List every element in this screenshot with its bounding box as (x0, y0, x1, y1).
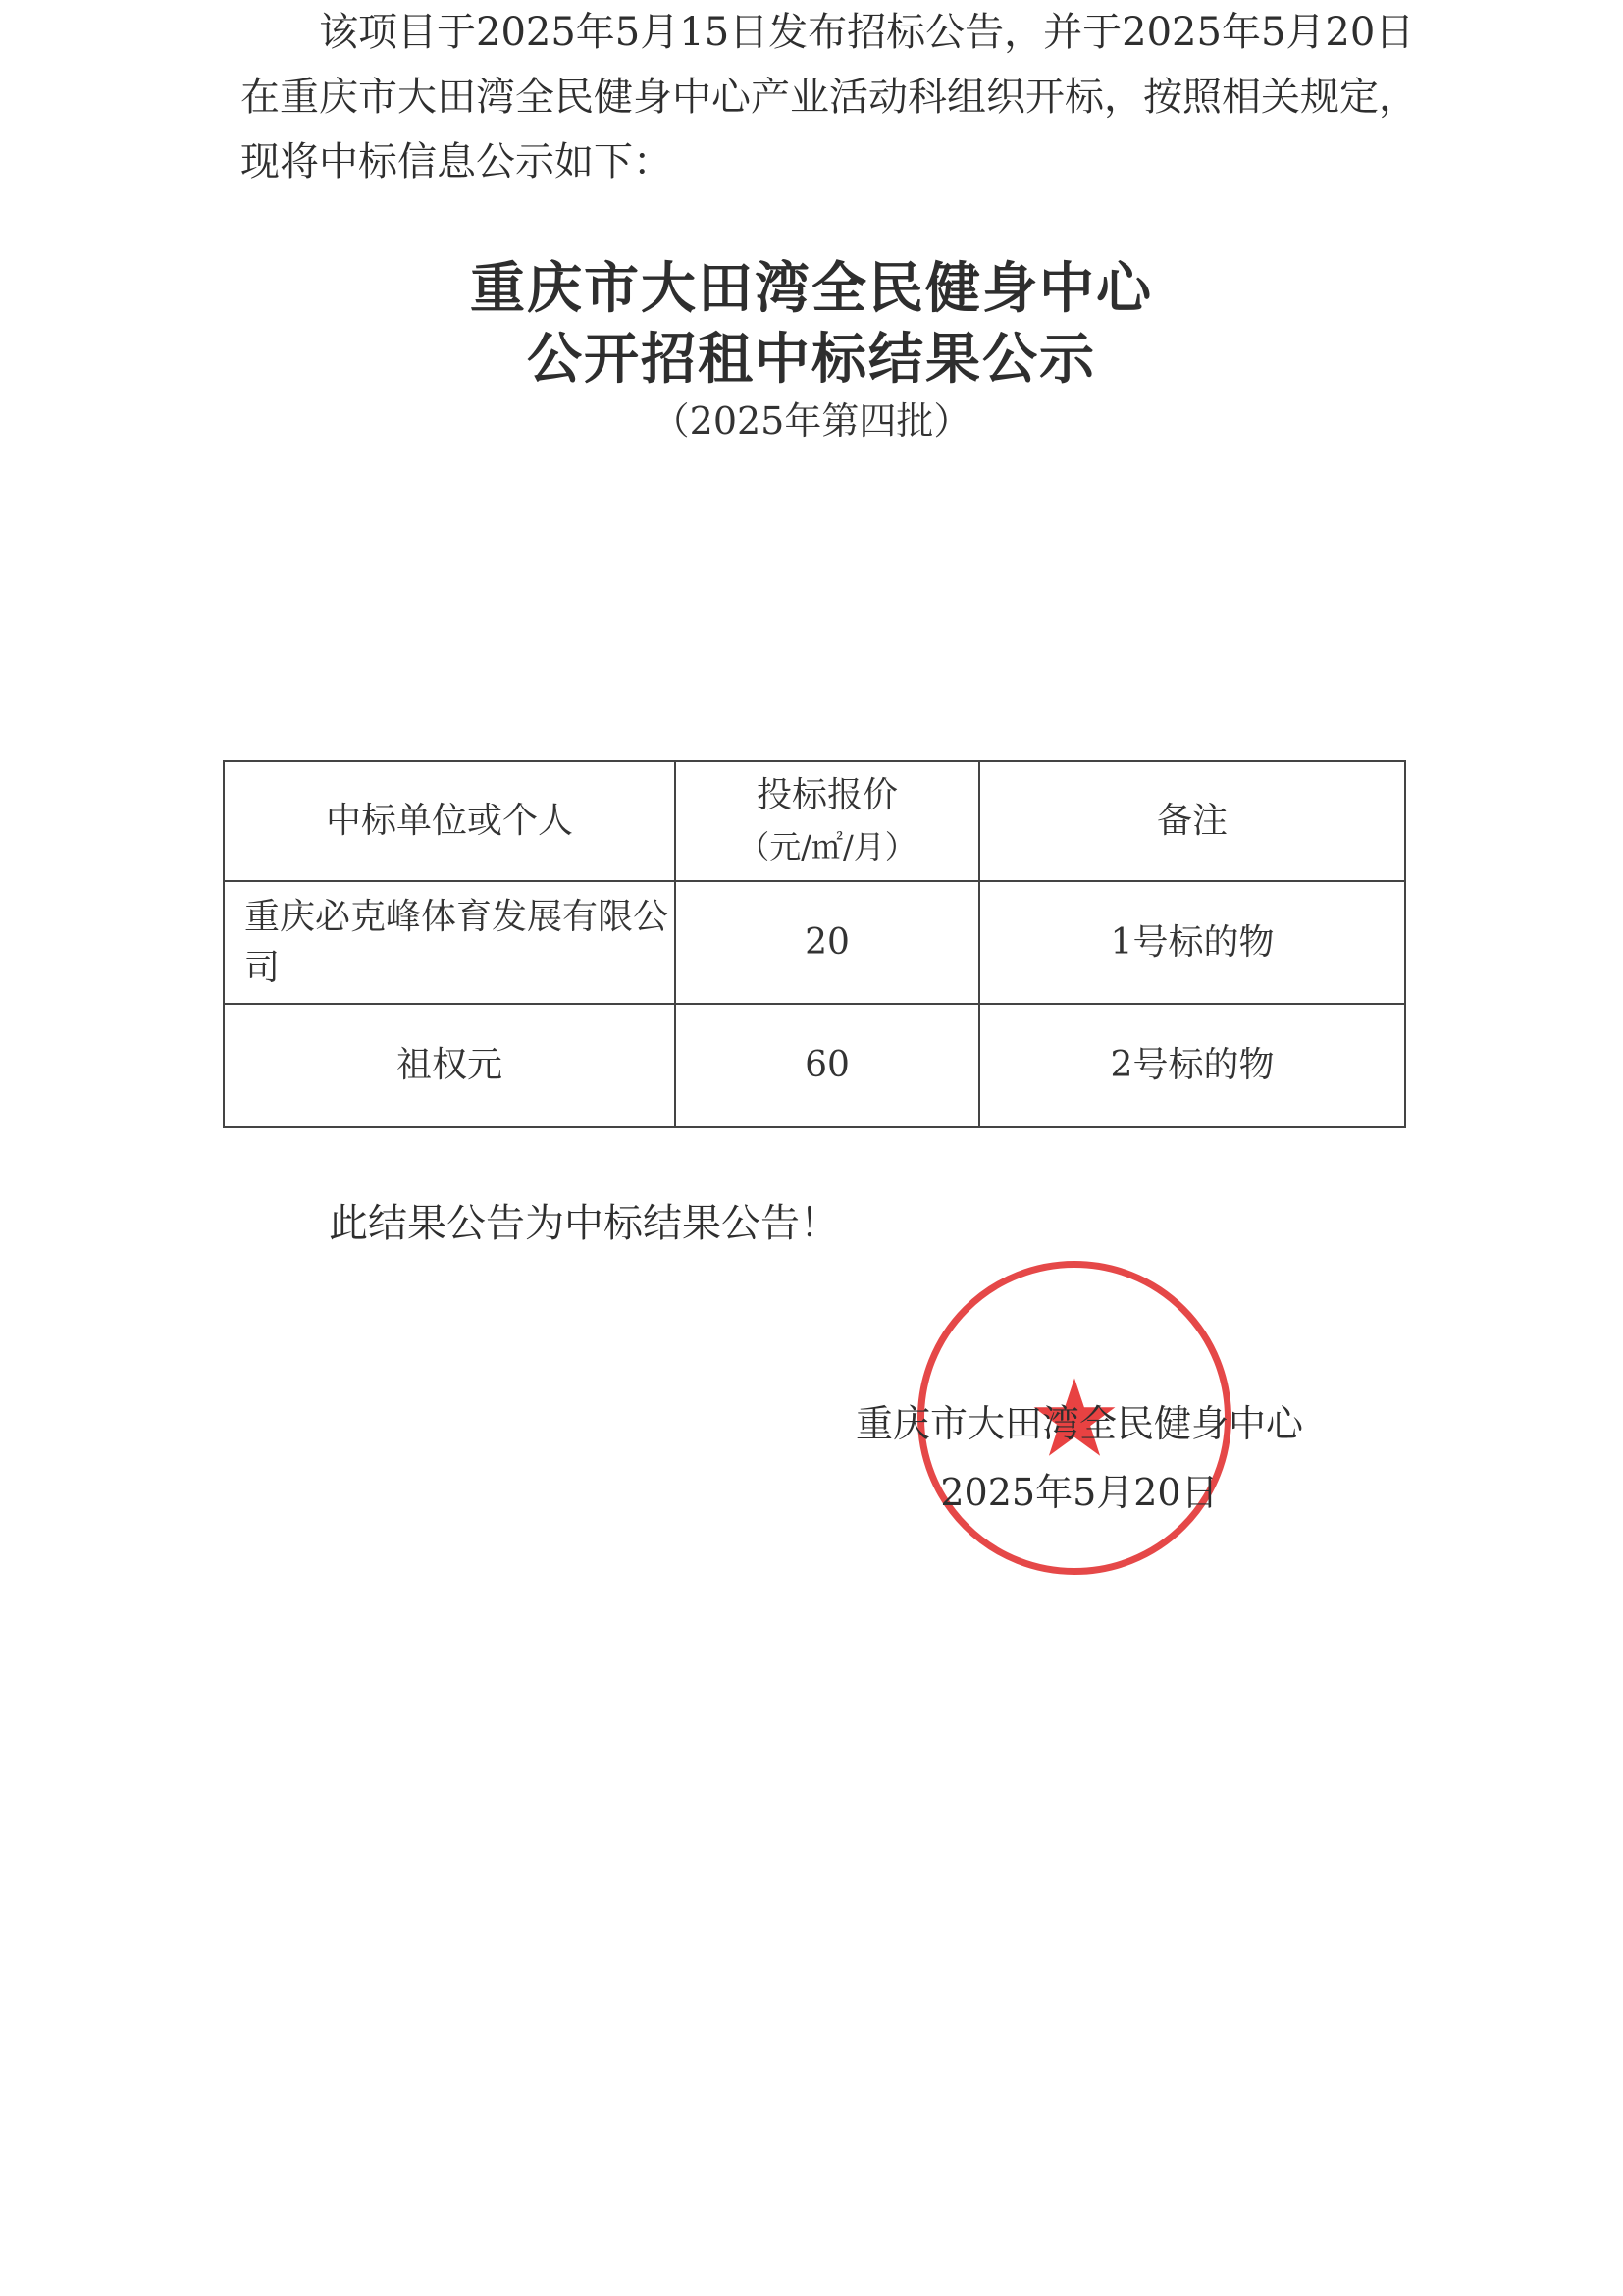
closing-statement: 此结果公告为中标结果公告！ (329, 1201, 839, 1246)
signature-date: 2025年5月20日 (940, 1471, 1219, 1514)
cell-price: 60 (675, 1004, 979, 1127)
table-row (224, 881, 1405, 1004)
cell-price: 20 (675, 881, 979, 1004)
intro-paragraph: 该项目于2025年5月15日发布招标公告，并于2025年5月20日在重庆市大田湾全民健身中心产业活动科组织开标，按照相关规定，现将中标信息公示如下： (240, 10, 1418, 184)
header-price: 投标报价 （元/㎡/月） (675, 761, 979, 881)
header-winner: 中标单位或个人 (224, 761, 675, 881)
price-unit: （元/㎡/月） (738, 828, 916, 865)
title-line-1: 重庆市大田湾全民健身中心 (470, 256, 1153, 321)
results-table (223, 760, 1406, 1128)
signature-organization: 重庆市大田湾全民健身中心 (855, 1402, 1303, 1445)
cell-note: 1号标的物 (979, 881, 1405, 1004)
cell-winner: 祖权元 (224, 1004, 675, 1127)
title-line-2: 公开招租中标结果公示 (527, 327, 1096, 391)
cell-note: 2号标的物 (979, 1004, 1405, 1127)
table-row (224, 1004, 1405, 1127)
subtitle-batch: （2025年第四批） (652, 399, 971, 443)
header-note: 备注 (979, 761, 1405, 881)
table-header-row (224, 761, 1405, 881)
cell-winner: 重庆必克峰体育发展有限公司 (224, 881, 675, 1004)
